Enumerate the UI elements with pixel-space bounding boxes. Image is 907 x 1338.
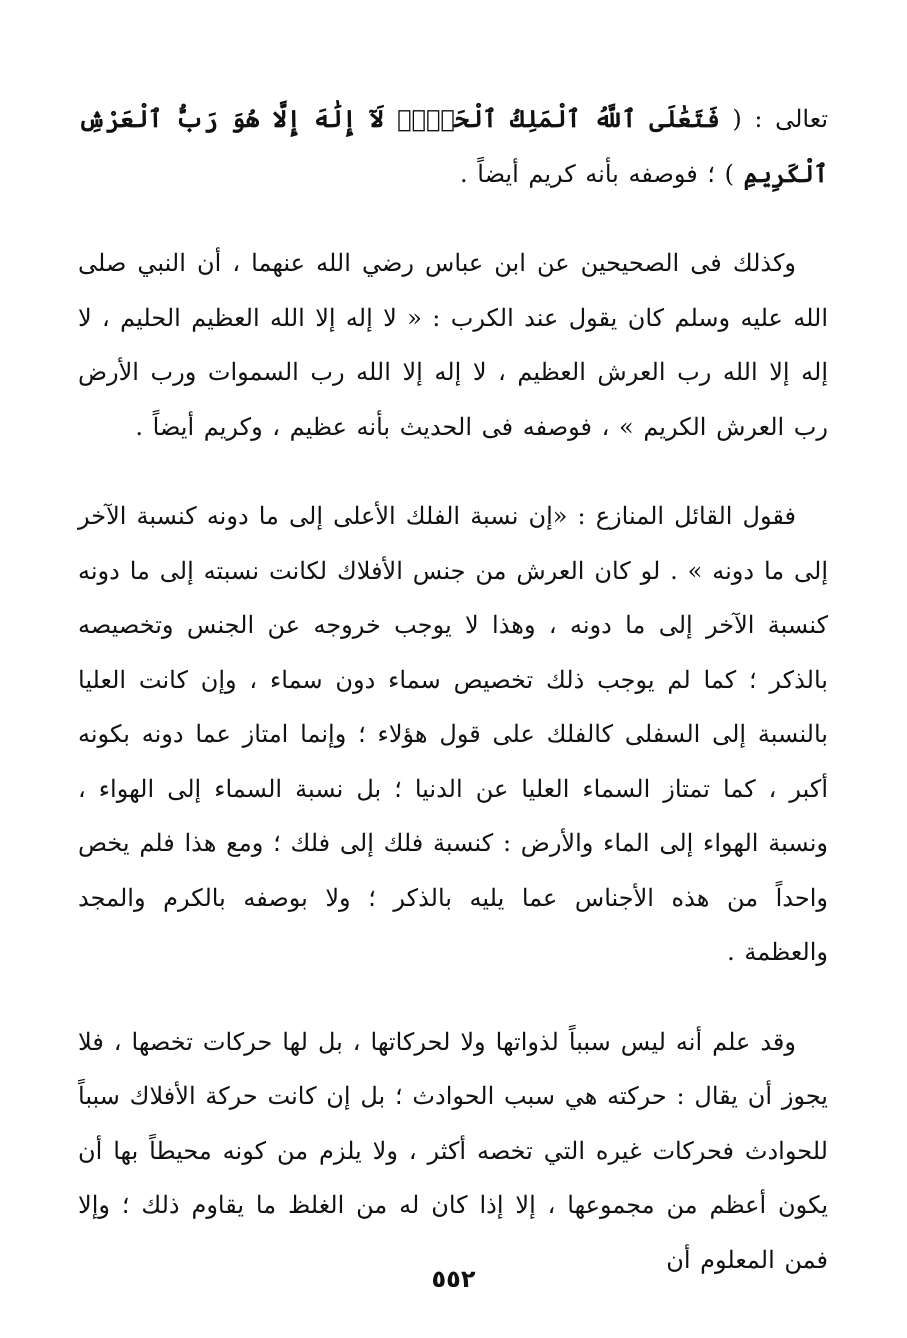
paragraph-conclusion: وقد علم أنه ليس سبباً لذواتها ولا لحركاتها ، بل لها حركات تخصها ، فلا يجوز أن يقال : حركته هي سبب الحوادث ؛ بل إن كانت حركة الأفلاك سبباً للحوادث فحركات غيره التي تخصه أكثر ، ولا يلزم من كونه محيطاً بها أن يكون أعظم من مجموعها ، إلا إذا كان له من الغلظ ما يقاوم ذلك ؛ وإلا فمن المعلوم أن — [78, 1027, 829, 1274]
page-number: ٥٥٢ — [431, 1265, 476, 1293]
paragraph-argument: فقول القائل المنازع : «إن نسبة الفلك الأعلى إلى ما دونه كنسبة الآخر إلى ما دونه » . لو كان العرش من جنس الأفلاك لكانت نسبته إلى ما دونه كنسبة الآخر إلى ما دونه ، وهذا لا يوجب خروجه عن الجنس وتخصيصه بالذكر ؛ كما لم يوجب ذلك تخصيص سماء دون سماء ، وإن كانت العليا بالنسبة إلى السفلى كالفلك على قول هؤلاء ؛ وإنما امتاز عما دونه بكونه أكبر ، كما تمتاز السماء العليا عن الدنيا ؛ بل نسبة السماء إلى الهواء ، ونسبة الهواء إلى الماء والأرض : كنسبة فلك إلى فلك ؛ ومع هذا فلم يخص واحداً من هذه الأجناس عما يليه بالذكر ؛ ولا بوصفه بالكرم والمجد والعظمة . — [78, 502, 828, 966]
paragraph-quran-verse — [78, 92, 828, 201]
verse-intro-text: تعالى : ( — [732, 105, 828, 133]
paragraph-hadith: وكذلك فى الصحيحين عن ابن عباس رضي الله عنهما ، أن النبي صلى الله عليه وسلم كان يقول عند الكرب : « لا إله إلا الله العظيم الحليم ، لا إله إلا الله رب العرش العظيم ، لا إله إلا الله رب السموات ورب الأرض رب العرش الكريم » ، فوصفه فى الحديث بأنه عظيم ، وكريم أيضاً . — [78, 249, 828, 441]
quran-verse-text: فَتَعَٰلَى ٱللَّهُ ٱلْمَلِكُ ٱلْحَقُّۖ لَآ إِلَٰهَ إِلَّا هُوَ رَبُّ ٱلْعَرْشِ ٱلْكَرِيمِ — [78, 104, 828, 188]
page-body — [78, 92, 828, 1287]
verse-closing-text: ) ؛ فوصفه بأنه كريم أيضاً . — [460, 159, 734, 188]
